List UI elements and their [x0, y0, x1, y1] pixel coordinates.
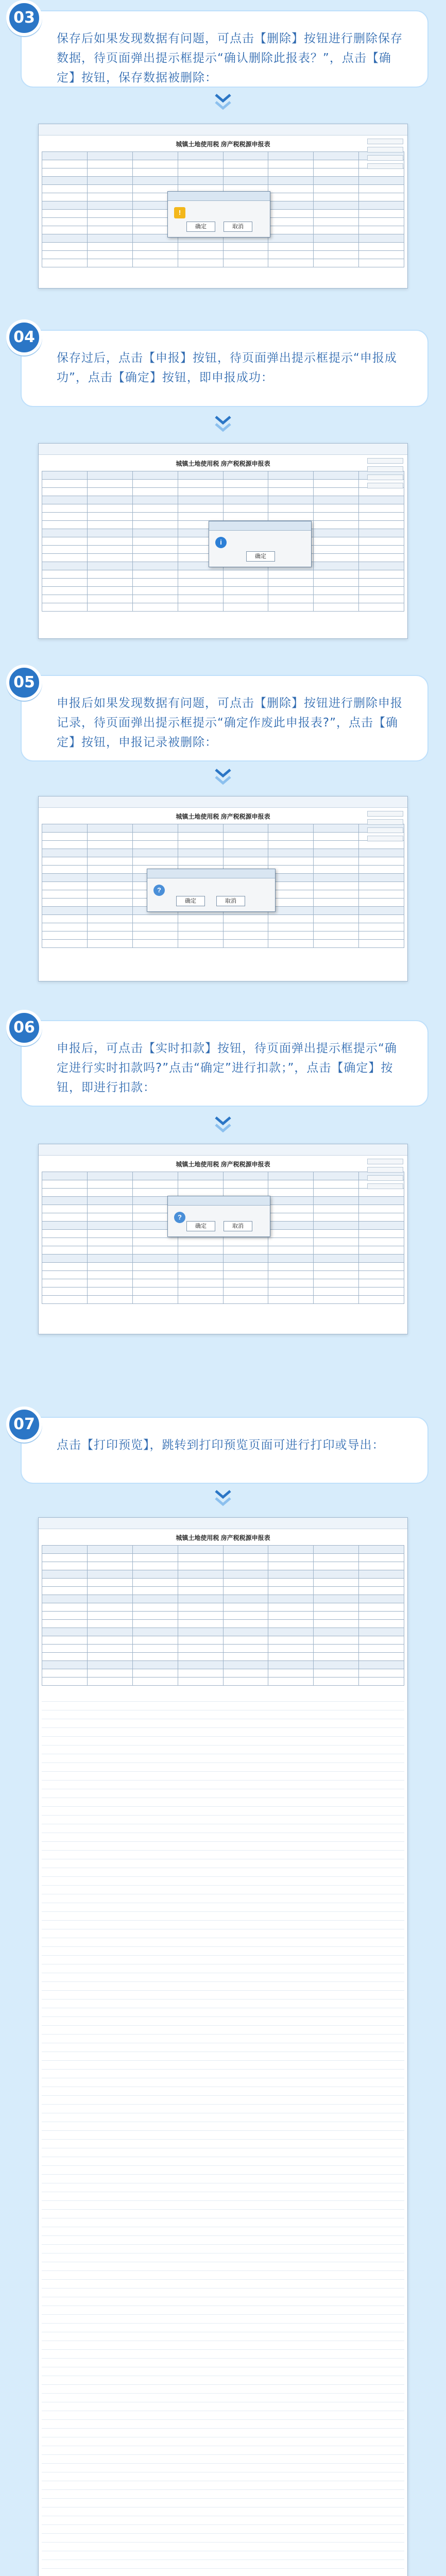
confirm-void-dialog	[147, 869, 276, 912]
form-table	[42, 1172, 404, 1304]
screenshot-declare	[38, 443, 408, 639]
question-icon: ?	[174, 1212, 185, 1223]
window-toolbar	[39, 1144, 407, 1156]
step-06	[6, 1010, 440, 1108]
chevron-down-icon	[213, 93, 233, 111]
side-buttons	[367, 139, 403, 172]
step-05-text: 申报后如果发现数据有问题，可点击【删除】按钮进行删除申报记录，待页面弹出提示框提示“确定作废此申报表?”，点击【确定】按钮，申报记录被删除：	[57, 697, 403, 749]
action-button[interactable]	[367, 1175, 403, 1181]
screenshot-print-preview	[38, 1517, 408, 2576]
step-07-card	[21, 1417, 428, 1484]
step-05-card	[21, 675, 428, 761]
action-button[interactable]	[367, 827, 403, 833]
ok-button[interactable]: 确定	[186, 222, 215, 232]
step-04-card	[21, 330, 428, 407]
screenshot-realtime-deduction	[38, 1144, 408, 1334]
step-07-badge: 07	[6, 1406, 42, 1443]
action-button[interactable]	[367, 466, 403, 472]
cancel-button[interactable]: 取消	[216, 896, 245, 906]
window-toolbar	[39, 444, 407, 455]
action-button[interactable]	[367, 1167, 403, 1173]
step-03-badge: 03	[6, 0, 42, 36]
screenshot-void-declaration	[38, 796, 408, 981]
step-06-text: 申报后，可点击【实时扣款】按钮，待页面弹出提示框提示“确定进行实时扣款吗?”点击“确定”进行扣款；”，点击【确定】按钮，即进行扣款：	[57, 1042, 397, 1094]
confirm-delete-dialog	[167, 191, 270, 238]
action-button[interactable]	[367, 1183, 403, 1189]
chevron-down-icon	[213, 415, 233, 433]
cancel-button[interactable]: 取消	[224, 1221, 252, 1231]
ok-button[interactable]: 确定	[246, 551, 275, 562]
form-title: 城镇土地使用税 房产税税源申报表	[176, 813, 270, 820]
form-title: 城镇土地使用税 房产税税源申报表	[176, 1161, 270, 1168]
side-buttons	[367, 1159, 403, 1192]
step-07-text: 点击【打印预览】，跳转到打印预览页面可进行打印或导出：	[57, 1438, 385, 1452]
question-icon: ?	[153, 885, 165, 896]
action-button[interactable]	[367, 163, 403, 169]
confirm-deduction-dialog	[167, 1196, 270, 1237]
cancel-button[interactable]: 取消	[224, 222, 252, 232]
chevron-down-icon	[213, 1489, 233, 1507]
step-05	[6, 665, 440, 762]
step-06-card	[21, 1020, 428, 1107]
ok-button[interactable]: 确定	[186, 1221, 215, 1231]
step-06-badge: 06	[6, 1010, 42, 1046]
declare-success-dialog	[209, 521, 312, 567]
action-button[interactable]	[367, 458, 403, 464]
chevron-down-icon	[213, 1115, 233, 1134]
side-buttons	[367, 811, 403, 844]
window-toolbar	[39, 1518, 407, 1529]
action-button[interactable]	[367, 483, 403, 488]
chevron-down-icon	[213, 768, 233, 786]
action-button[interactable]	[367, 819, 403, 825]
warning-icon: !	[174, 207, 185, 218]
action-button[interactable]	[367, 836, 403, 841]
action-button[interactable]	[367, 147, 403, 152]
action-button[interactable]	[367, 1159, 403, 1164]
step-04	[6, 319, 440, 407]
side-buttons	[367, 458, 403, 491]
form-title: 城镇土地使用税 房产税税源申报表	[176, 141, 270, 148]
form-title: 城镇土地使用税 房产税税源申报表	[176, 1534, 270, 1541]
action-button[interactable]	[367, 155, 403, 161]
step-04-text: 保存过后，点击【申报】按钮，待页面弹出提示框提示“申报成功”，点击【确定】按钮，即申报成功：	[57, 351, 397, 384]
step-07	[6, 1406, 440, 1489]
ok-button[interactable]: 确定	[176, 896, 205, 906]
step-05-badge: 05	[6, 665, 42, 701]
action-button[interactable]	[367, 811, 403, 817]
screenshot-delete-save	[38, 124, 408, 289]
print-preview-table	[42, 1545, 404, 1686]
step-03	[6, 0, 440, 88]
step-03-card	[21, 10, 428, 88]
step-03-text: 保存后如果发现数据有问题，可点击【删除】按钮进行删除保存数据，待页面弹出提示框提示“确认删除此报表？”，点击【确定】按钮，保存数据被删除：	[57, 32, 403, 84]
action-button[interactable]	[367, 139, 403, 144]
preview-body	[42, 1693, 404, 2576]
window-toolbar	[39, 124, 407, 135]
action-button[interactable]	[367, 474, 403, 480]
window-toolbar	[39, 796, 407, 808]
info-icon: i	[215, 537, 227, 548]
step-04-badge: 04	[6, 319, 42, 355]
form-title: 城镇土地使用税 房产税税源申报表	[176, 460, 270, 467]
